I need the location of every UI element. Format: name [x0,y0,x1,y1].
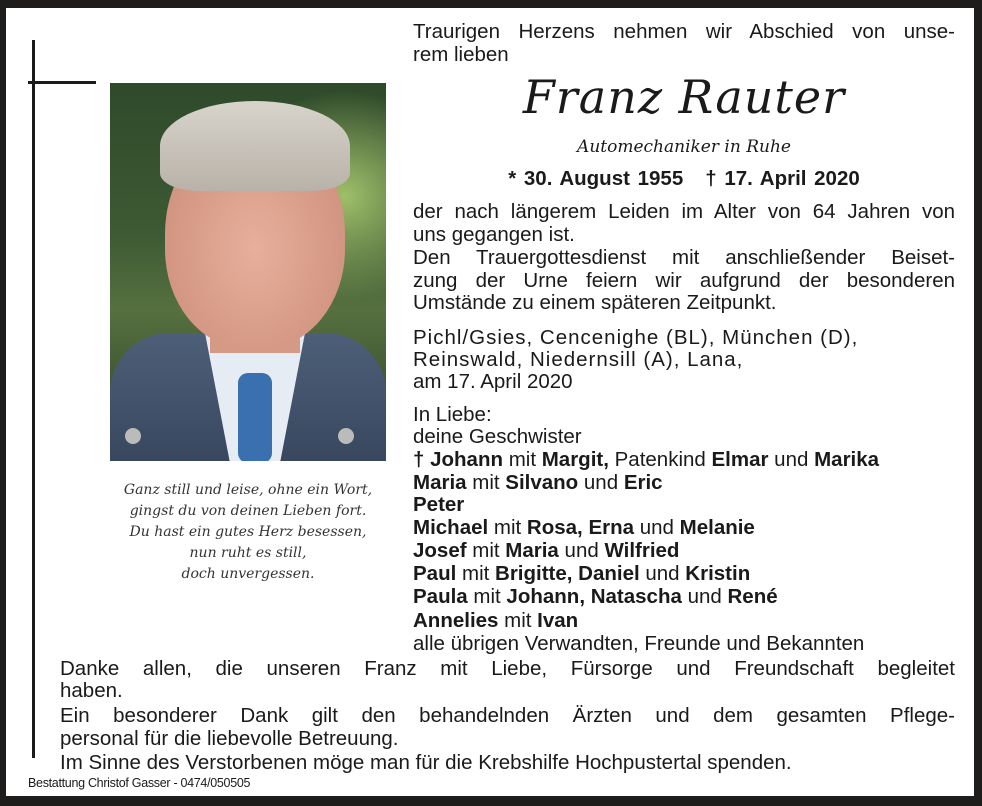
life-dates [413,167,955,191]
family-name: † Johann [413,448,503,471]
poem-line: Ganz still und leise, ohne ein Wort, [123,482,373,498]
family-name: Ivan [537,609,579,632]
family-line [413,516,955,539]
thanks-line: Im Sinne des Verstorbenen möge man für die Krebshilfe Hochpustertal spenden. [60,751,792,774]
family-connector: mit [503,448,542,471]
family-connector: mit [467,585,507,608]
siblings-label: deine Geschwister [413,425,582,448]
poem-line: Du hast ein gutes Herz besessen, [129,524,367,540]
family-line [413,448,955,471]
family-connector: mit [498,609,538,632]
intro-line: rem lieben [413,43,509,66]
relatives-line: alle übrigen Verwandten, Freunde und Bekannten [413,632,865,655]
cross-icon-bar [28,81,96,84]
text-line: uns gegangen ist. [413,223,575,246]
thanks-line: Ein besonderer Dank gilt den behandelnden Ärzten und dem gesamten Pflege- [60,704,955,727]
family-name: Paula [413,585,468,608]
family-name: Eric [623,471,663,494]
cross-icon [32,40,35,758]
family-connector: und [768,448,815,471]
family-connector: mit [466,471,506,494]
family-name: Peter [413,493,465,516]
family-name: Silvano [505,471,579,494]
profession: Automechaniker in Ruhe [577,137,791,157]
family-name: Johann, Natascha [506,585,682,608]
family-name: Melanie [679,516,755,539]
family-name: Margit, [541,448,609,471]
family-connector: mit [456,562,496,585]
family-name: René [727,585,778,608]
family-name: Maria [413,471,467,494]
family-name: Elmar [711,448,769,471]
birth-date: * 30. August 1955 [508,167,684,190]
text-line: Umstände zu einem späteren Zeitpunkt. [413,291,777,314]
family-name: Marika [814,448,880,471]
place-line: Pichl/Gsies, Cencenighe (BL), München (D), [413,326,859,349]
family-line [413,471,955,494]
family-name: Annelies [413,609,499,632]
family-line [413,609,955,632]
text-line: der nach längerem Leiden im Alter von 64 Jahren von [413,200,955,223]
family-name: Brigitte, Daniel [495,562,640,585]
funeral-home-footer: Bestattung Christof Gasser - 0474/050505 [28,776,251,790]
family-name: Wilfried [604,539,680,562]
thanks-line: Danke allen, die unseren Franz mit Liebe, Fürsorge und Freundschaft begleitet [60,657,955,680]
family-line [413,585,955,608]
memorial-poem [110,480,386,585]
text-line: zung der Urne feiern wir aufgrund der besonderen [413,269,955,292]
in-liebe: In Liebe: [413,403,492,426]
place-line: Reinswald, Niedernsill (A), Lana, [413,348,744,371]
text-line: Den Trauergottesdienst mit anschließender Beiset- [413,246,955,269]
family-name: Kristin [685,562,751,585]
family-line [413,493,955,516]
family-connector: Patenkind [608,448,712,471]
family-line [413,562,955,585]
family-connector: und [681,585,728,608]
family-connector: und [634,516,680,539]
family-connector: und [578,471,624,494]
thanks-line: personal für die liebevolle Betreuung. [60,727,399,750]
poem-line: doch unvergessen. [181,566,315,582]
family-connector: mit [488,516,527,539]
poem-line: nun ruht es still, [189,545,307,561]
family-line [413,539,955,562]
poem-line: gingst du von deinen Lieben fort. [129,503,367,519]
family-connector: und [639,562,686,585]
family-name: Maria [505,539,559,562]
portrait-photo [110,83,386,461]
family-name: Rosa, Erna [526,516,635,539]
intro-line: Traurigen Herzens nehmen wir Abschied von unse- [413,20,955,43]
place-line: am 17. April 2020 [413,370,573,393]
family-connector: und [558,539,605,562]
death-date: † 17. April 2020 [705,167,860,190]
family-name: Josef [413,539,467,562]
family-connector: mit [466,539,506,562]
family-name: Paul [413,562,457,585]
family-name: Michael [413,516,489,539]
thanks-line: haben. [60,679,123,702]
deceased-name: Franz Rauter [522,70,846,124]
